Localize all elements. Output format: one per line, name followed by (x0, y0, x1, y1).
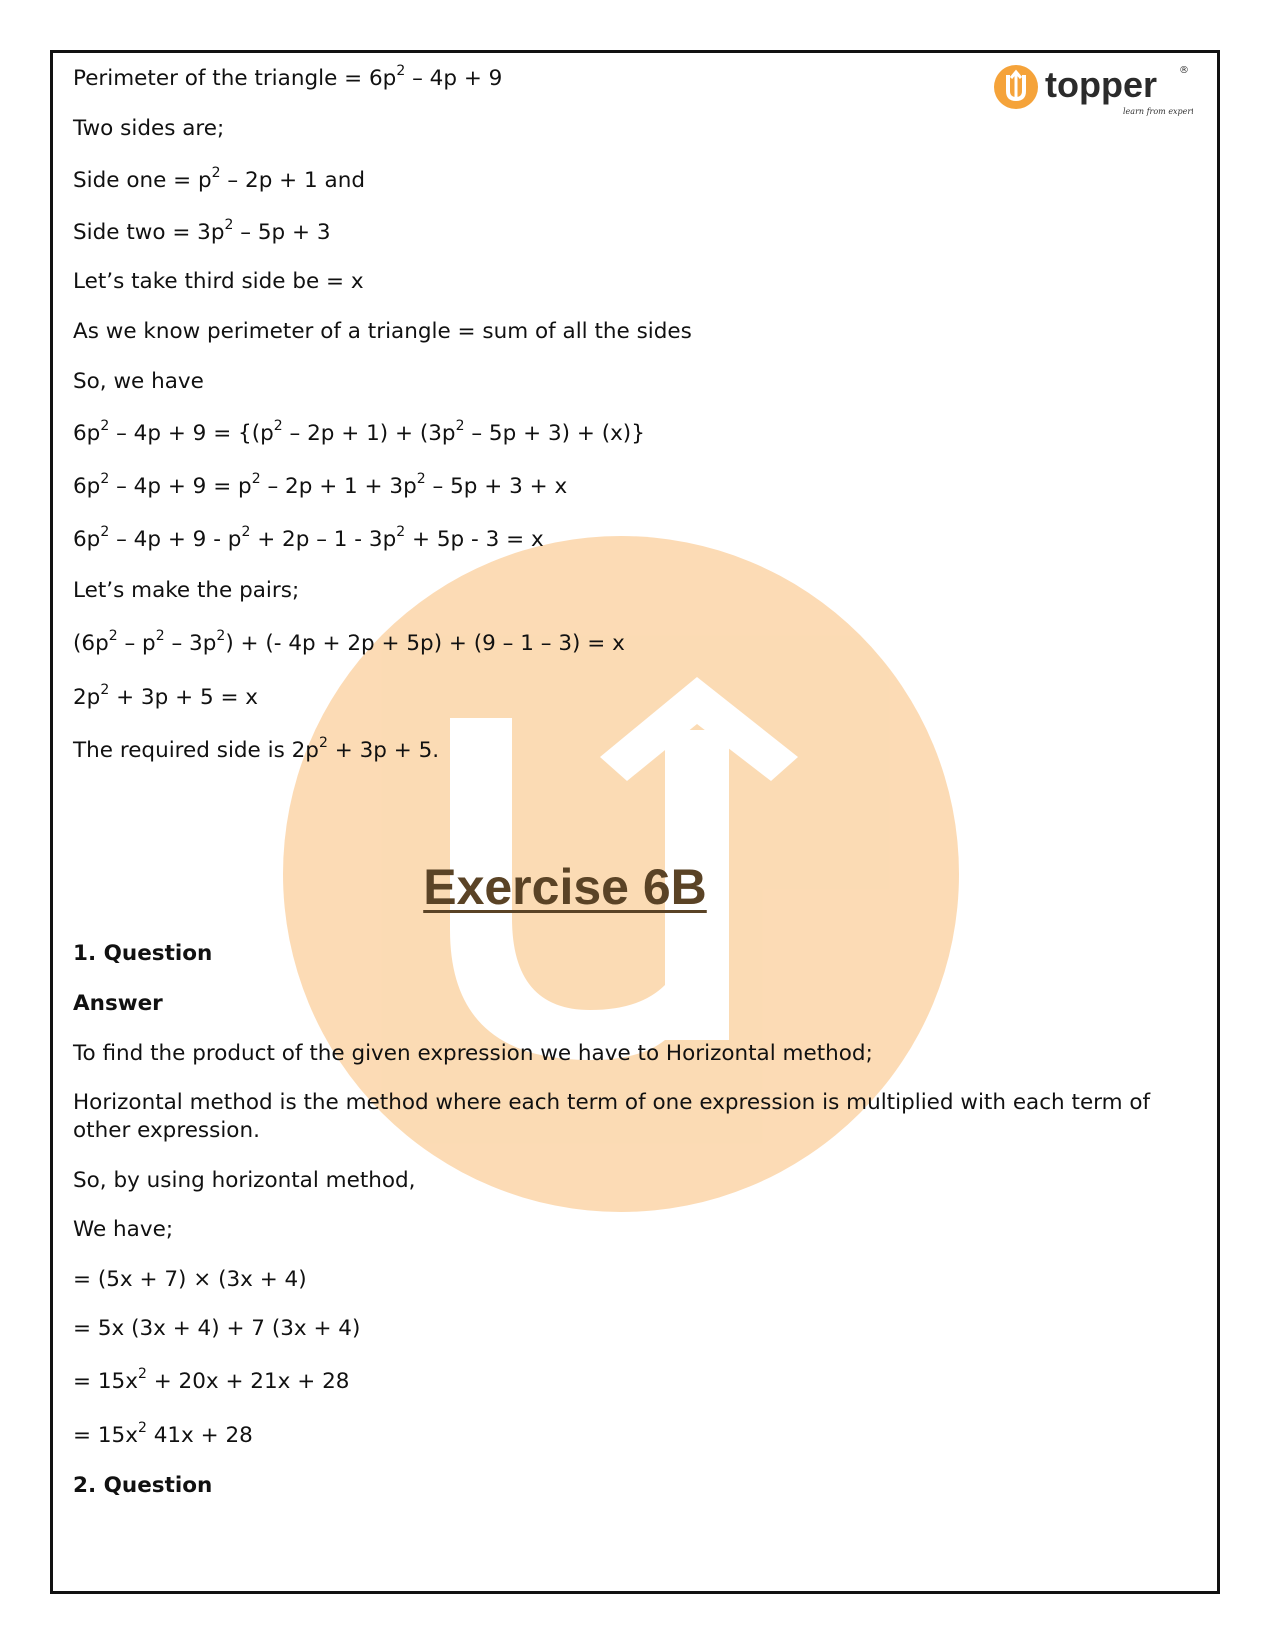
perimeter-line: Perimeter of the triangle = $6p^2 - 4p + 9$ (73, 62, 503, 91)
two-sides-line: Two sides are; (73, 116, 225, 141)
side-one-line: Side one = $p^2 - 2p + 1$ and (73, 164, 365, 193)
solution-step-1: = (5x + 7) × (3x + 4) (73, 1267, 307, 1292)
answer-para-1: To find the product of the given expression we have to Horizontal method; (73, 1041, 873, 1066)
required-side-line: The required side is $2p^2 + 3p + 5$. (73, 734, 440, 763)
answer-label: Answer (73, 991, 163, 1016)
logo-registered: ® (1179, 65, 1189, 76)
equation-line-2: $6p^2 - 4p + 9 = p^2 - 2p + 1 + 3p^2 - 5p + 3 + x$ (73, 470, 568, 499)
equation-line-5: $2p^2 + 3p + 5 = x$ (73, 681, 259, 710)
logo-brand: topper (1045, 64, 1157, 105)
logo-graphic (993, 60, 1193, 120)
answer-para-4: We have; (73, 1217, 174, 1242)
perimeter-sum-line: As we know perimeter of a triangle = sum of all the sides (73, 319, 692, 344)
so-we-have-line: So, we have (73, 369, 204, 394)
third-side-line: Let’s take third side be = x (73, 269, 364, 294)
question-1-title: 1. Question (73, 941, 213, 966)
exercise-heading: Exercise 6B (423, 859, 707, 915)
solution-step-4: = $15x^2$ 41x + 28 (73, 1419, 253, 1448)
equation-line-4: $(6p^2 - p^2 - 3p^2)$ + (- 4p + 2p + 5p) + (9 – 1 – 3) = x (73, 627, 625, 656)
logo-tagline: learn from experts (1123, 107, 1193, 116)
side-two-line: Side two = $3p^2 - 5p + 3$ (73, 216, 331, 245)
pairs-line: Let’s make the pairs; (73, 578, 300, 603)
topper-logo (993, 60, 1193, 120)
solution-step-3: = $15x^2 + 20x + 21x + 28$ (73, 1365, 350, 1394)
equation-line-1: $6p^2 - 4p + 9 = \{(p^2 - 2p + 1) + (3p^2 - 5p + 3) + (x)\}$ (73, 417, 645, 446)
answer-para-2: Horizontal method is the method where each term of one expression is multiplied with each term of other expression. (73, 1090, 1151, 1143)
solution-step-2: = 5x (3x + 4) + 7 (3x + 4) (73, 1316, 361, 1341)
question-2-title: 2. Question (73, 1473, 213, 1498)
answer-para-3: So, by using horizontal method, (73, 1168, 416, 1193)
equation-line-3: $6p^2 - 4p + 9 - p^2 + 2p - 1 - 3p^2 + 5p - 3 = x$ (73, 523, 544, 552)
